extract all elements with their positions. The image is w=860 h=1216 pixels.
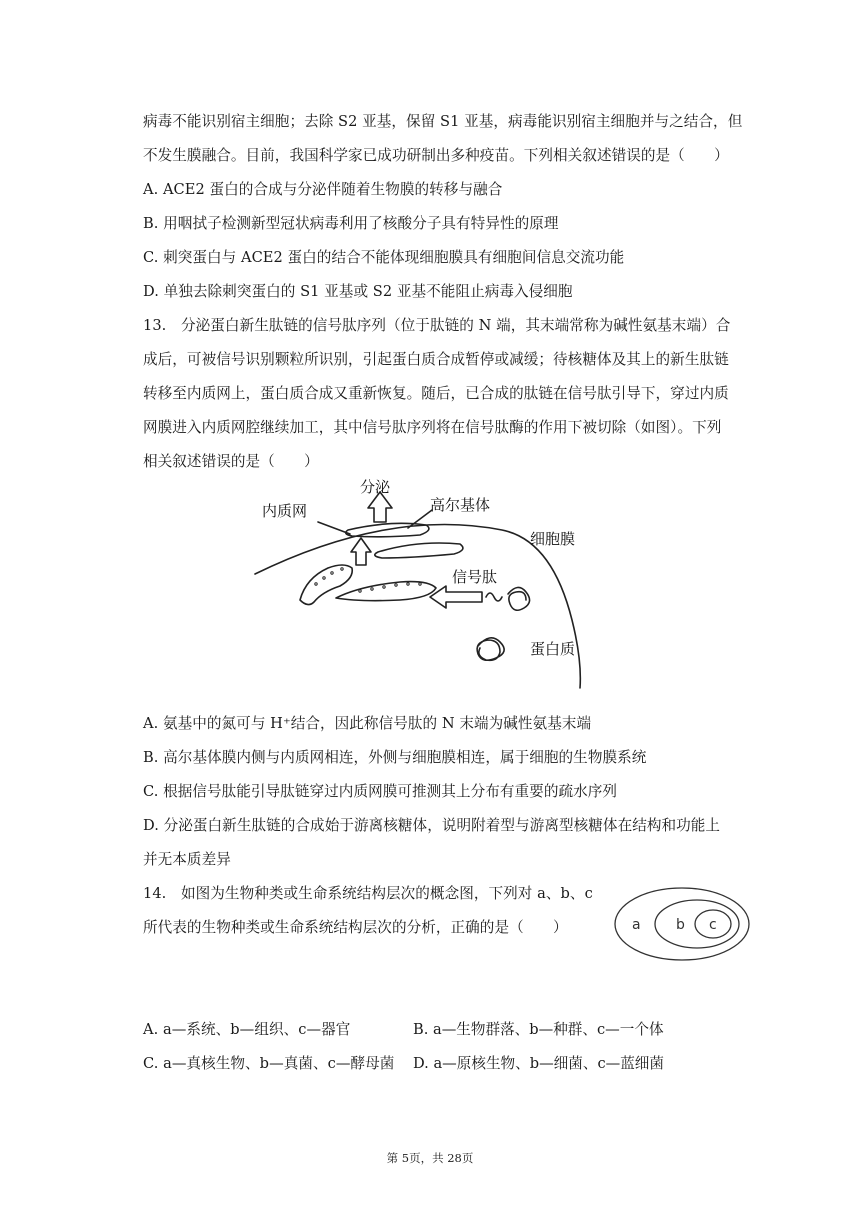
q13-stem-line-1: 13. 分泌蛋白新生肽链的信号肽序列（位于肽链的 N 端，其末端常称为碱性氨基末端）合 [143,317,731,334]
signal-peptide-squiggle [486,593,502,601]
ellipse-c-label: c [709,917,717,933]
q14-option-b: B. a—生物群落、b—种群、c—一个体 [413,1021,664,1038]
label-er: 内质网 [262,502,308,520]
q13-stem-line-4: 网膜进入内质网腔继续加工，其中信号肽序列将在信号肽酶的作用下被切除（如图）。下列 [143,419,722,436]
tangled-protein [477,638,504,661]
q13-option-d: D. 分泌蛋白新生肽链的合成始于游离核糖体，说明附着型与游离型核糖体在结构和功能上 [143,817,721,834]
page-footer: 第 5页，共 28页 [386,1151,474,1165]
q13-stem-line-3: 转移至内质网上，蛋白质合成又重新恢复。随后，已合成的肽链在信号肽引导下，穿过内质 [143,385,729,402]
ellipse-a-label: a [632,917,641,933]
q13-option-a: A. 氨基中的氮可与 H⁺结合，因此称信号肽的 N 末端为碱性氨基末端 [143,715,592,732]
secretory-pathway-figure [250,470,610,690]
q13-option-b: B. 高尔基体膜内侧与内质网相连，外侧与细胞膜相连，属于细胞的生物膜系统 [143,749,647,766]
label-signal-peptide: 信号肽 [452,568,498,586]
label-protein: 蛋白质 [530,640,576,658]
q13-stem-line-2: 成后，可被信号识别颗粒所识别，引起蛋白质合成暂停或减缓；待核糖体及其上的新生肽链 [143,351,729,368]
q14-option-d: D. a—原核生物、b—细菌、c—蓝细菌 [413,1055,664,1072]
q12-option-d: D. 单独去除刺突蛋白的 S1 亚基或 S2 亚基不能阻止病毒入侵细胞 [143,283,573,300]
label-golgi: 高尔基体 [430,496,491,514]
q12-option-a: A. ACE2 蛋白的合成与分泌伴随着生物膜的转移与融合 [143,181,503,198]
q14-stem-line-2: 所代表的生物种类或生命系统结构层次的分析，正确的是（ ） [143,919,568,936]
label-secretion: 分泌 [360,478,391,496]
secretion-arrow [368,492,392,522]
q14-option-c: C. a—真核生物、b—真菌、c—酵母菌 [143,1055,395,1072]
q13-option-c: C. 根据信号肽能引导肽链穿过内质网膜可推测其上分布有重要的疏水序列 [143,783,618,800]
q12-option-b: B. 用咽拭子检测新型冠状病毒利用了核酸分子具有特异性的原理 [143,215,559,232]
signal-arrow [430,586,482,608]
q12-stem-line-2: 不发生膜融合。目前，我国科学家已成功研制出多种疫苗。下列相关叙述错误的是（ ） [143,147,729,164]
q12-option-c: C. 刺突蛋白与 ACE2 蛋白的结合不能体现细胞膜具有细胞间信息交流功能 [143,249,625,266]
q13-stem-line-5: 相关叙述错误的是（ ） [143,453,319,470]
golgi-cisterna-bottom [375,543,463,558]
er-to-golgi-arrow [351,538,371,565]
label-membrane: 细胞膜 [530,530,576,548]
protein-coil [508,587,530,610]
er-leader-line [318,522,350,534]
ellipse-b [655,900,739,948]
nested-concept-diagram [612,884,752,964]
q13-option-d-continued: 并无本质差异 [143,851,231,868]
ellipse-b-label: b [676,917,685,933]
ribosome-dots [315,568,421,592]
q12-stem-line-1: 病毒不能识别宿主细胞；去除 S2 亚基，保留 S1 亚基，病毒能识别宿主细胞并与之结合，但 [143,113,743,130]
q14-stem-line-1: 14. 如图为生物种类或生命系统结构层次的概念图，下列对 a、b、c [143,885,593,902]
cell-membrane-curve [255,525,580,689]
q14-option-a: A. a—系统、b—组织、c—器官 [143,1021,351,1038]
